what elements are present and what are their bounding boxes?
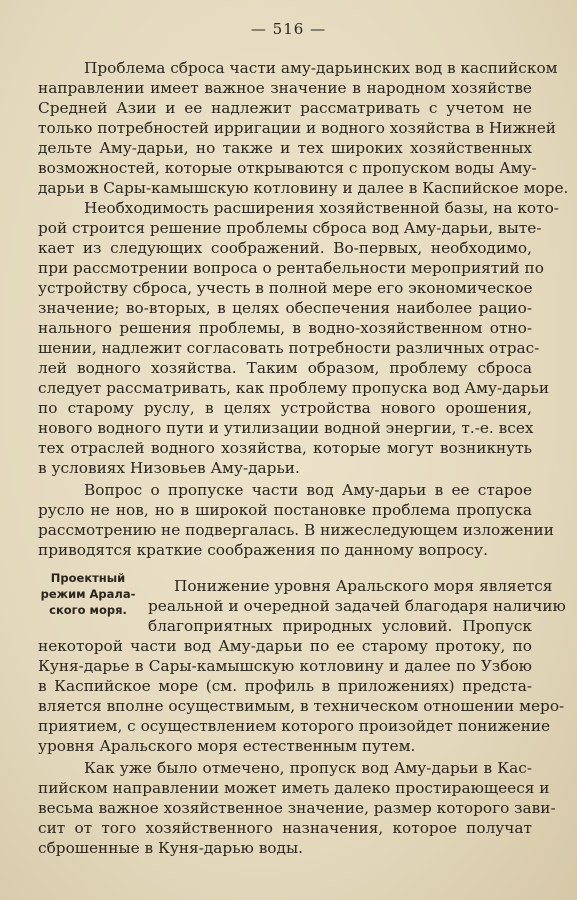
text-line: в условиях Низовьев Аму-дарьи.	[38, 459, 300, 477]
text-line: рассмотрению не подвергалась. В нижеследующем изложении	[38, 521, 554, 539]
text-line: дарьи в Сары-камышскую котловину и далее в Каспийское море.	[38, 179, 569, 197]
text-line: в Каспийское море (см. профиль в приложениях) предста-	[38, 677, 532, 695]
margin-note-line: Проектный	[50, 571, 126, 585]
text-line: весьма важное хозяйственное значение, размер которого зави-	[38, 799, 556, 817]
text-line: нального решения проблемы, в водно-хозяйственном отно-	[38, 319, 532, 337]
margin-note-line: ского моря.	[49, 603, 127, 617]
text-line: значение; во-вторых, в целях обеспечения наиболее рацио-	[38, 299, 532, 317]
text-line: некоторой части вод Аму-дарьи по ее старому протоку, по	[38, 637, 532, 655]
text-line: приятием, с осуществлением которого произойдет понижение	[38, 717, 551, 735]
text-line: шении, надлежит согласовать потребности различных отрас-	[38, 339, 540, 357]
margin-note-line: режим Арала-	[40, 587, 136, 601]
text-line: благоприятных природных условий. Пропуск	[148, 617, 532, 635]
text-line: тех отраслей водного хозяйства, которые могут возникнуть	[38, 439, 532, 457]
text-line: пийском направлении может иметь далеко простирающееся и	[38, 779, 550, 797]
text-line: русло не нов, но в широкой постановке проблема пропуска	[38, 501, 532, 519]
text-line: следует рассматривать, как проблему пропуска вод Аму-дарьи	[38, 379, 550, 397]
text-line: вляется вполне осуществимым, в техническом отношении меро-	[38, 697, 565, 715]
text-line: рой строится решение проблемы сброса вод Аму-дарьи, выте-	[38, 219, 542, 237]
text-line: приводятся краткие соображения по данному вопросу.	[38, 541, 488, 559]
text-line: только потребностей ирригации и водного хозяйства в Нижней	[38, 119, 556, 137]
text-line: лей водного хозяйства. Таким образом, проблему сброса	[38, 359, 532, 377]
text-line: возможностей, которые открываются с пропуском воды Аму-	[38, 159, 537, 177]
text-line: сброшенные в Куня-дарью воды.	[38, 839, 303, 857]
margin-note	[34, 570, 142, 618]
text-line: нового водного пути и утилизации водной энергии, т.-е. всех	[38, 419, 534, 437]
page-number: — 516 —	[250, 20, 327, 38]
text-line: по старому руслу, в целях устройства нового орошения,	[38, 399, 532, 417]
text-line: Как уже было отмечено, пропуск вод Аму-дарьи в Кас-	[84, 759, 532, 777]
text-line: уровня Аральского моря естественным путем.	[38, 737, 416, 755]
text-line: Понижение уровня Аральского моря является	[174, 577, 553, 595]
text-line: реальной и очередной задачей благодаря наличию	[148, 597, 566, 615]
text-line: направлении имеет важное значение в народном хозяйстве	[38, 79, 532, 97]
text-line: Средней Азии и ее надлежит рассматривать с учетом не	[38, 99, 532, 117]
text-line: Проблема сброса части аму-дарьинских вод в каспийском	[84, 59, 558, 77]
text-line: устройству сброса, учесть в полной мере его экономическое	[38, 279, 533, 297]
text-line: Необходимость расширения хозяйственной базы, на кото-	[84, 199, 559, 217]
text-line: кает из следующих соображений. Во-первых, необходимо,	[38, 239, 532, 257]
text-line: при рассмотрении вопроса о рентабельности мероприятий по	[38, 259, 544, 277]
text-line: сит от того хозяйственного назначения, которое получат	[38, 819, 532, 837]
text-line: Вопрос о пропуске части вод Аму-дарьи в ее старое	[84, 481, 532, 499]
text-line: дельте Аму-дарьи, но также и тех широких хозяйственных	[38, 139, 532, 157]
text-line: Куня-дарье в Сары-камышскую котловину и далее по Узбою	[38, 657, 532, 675]
